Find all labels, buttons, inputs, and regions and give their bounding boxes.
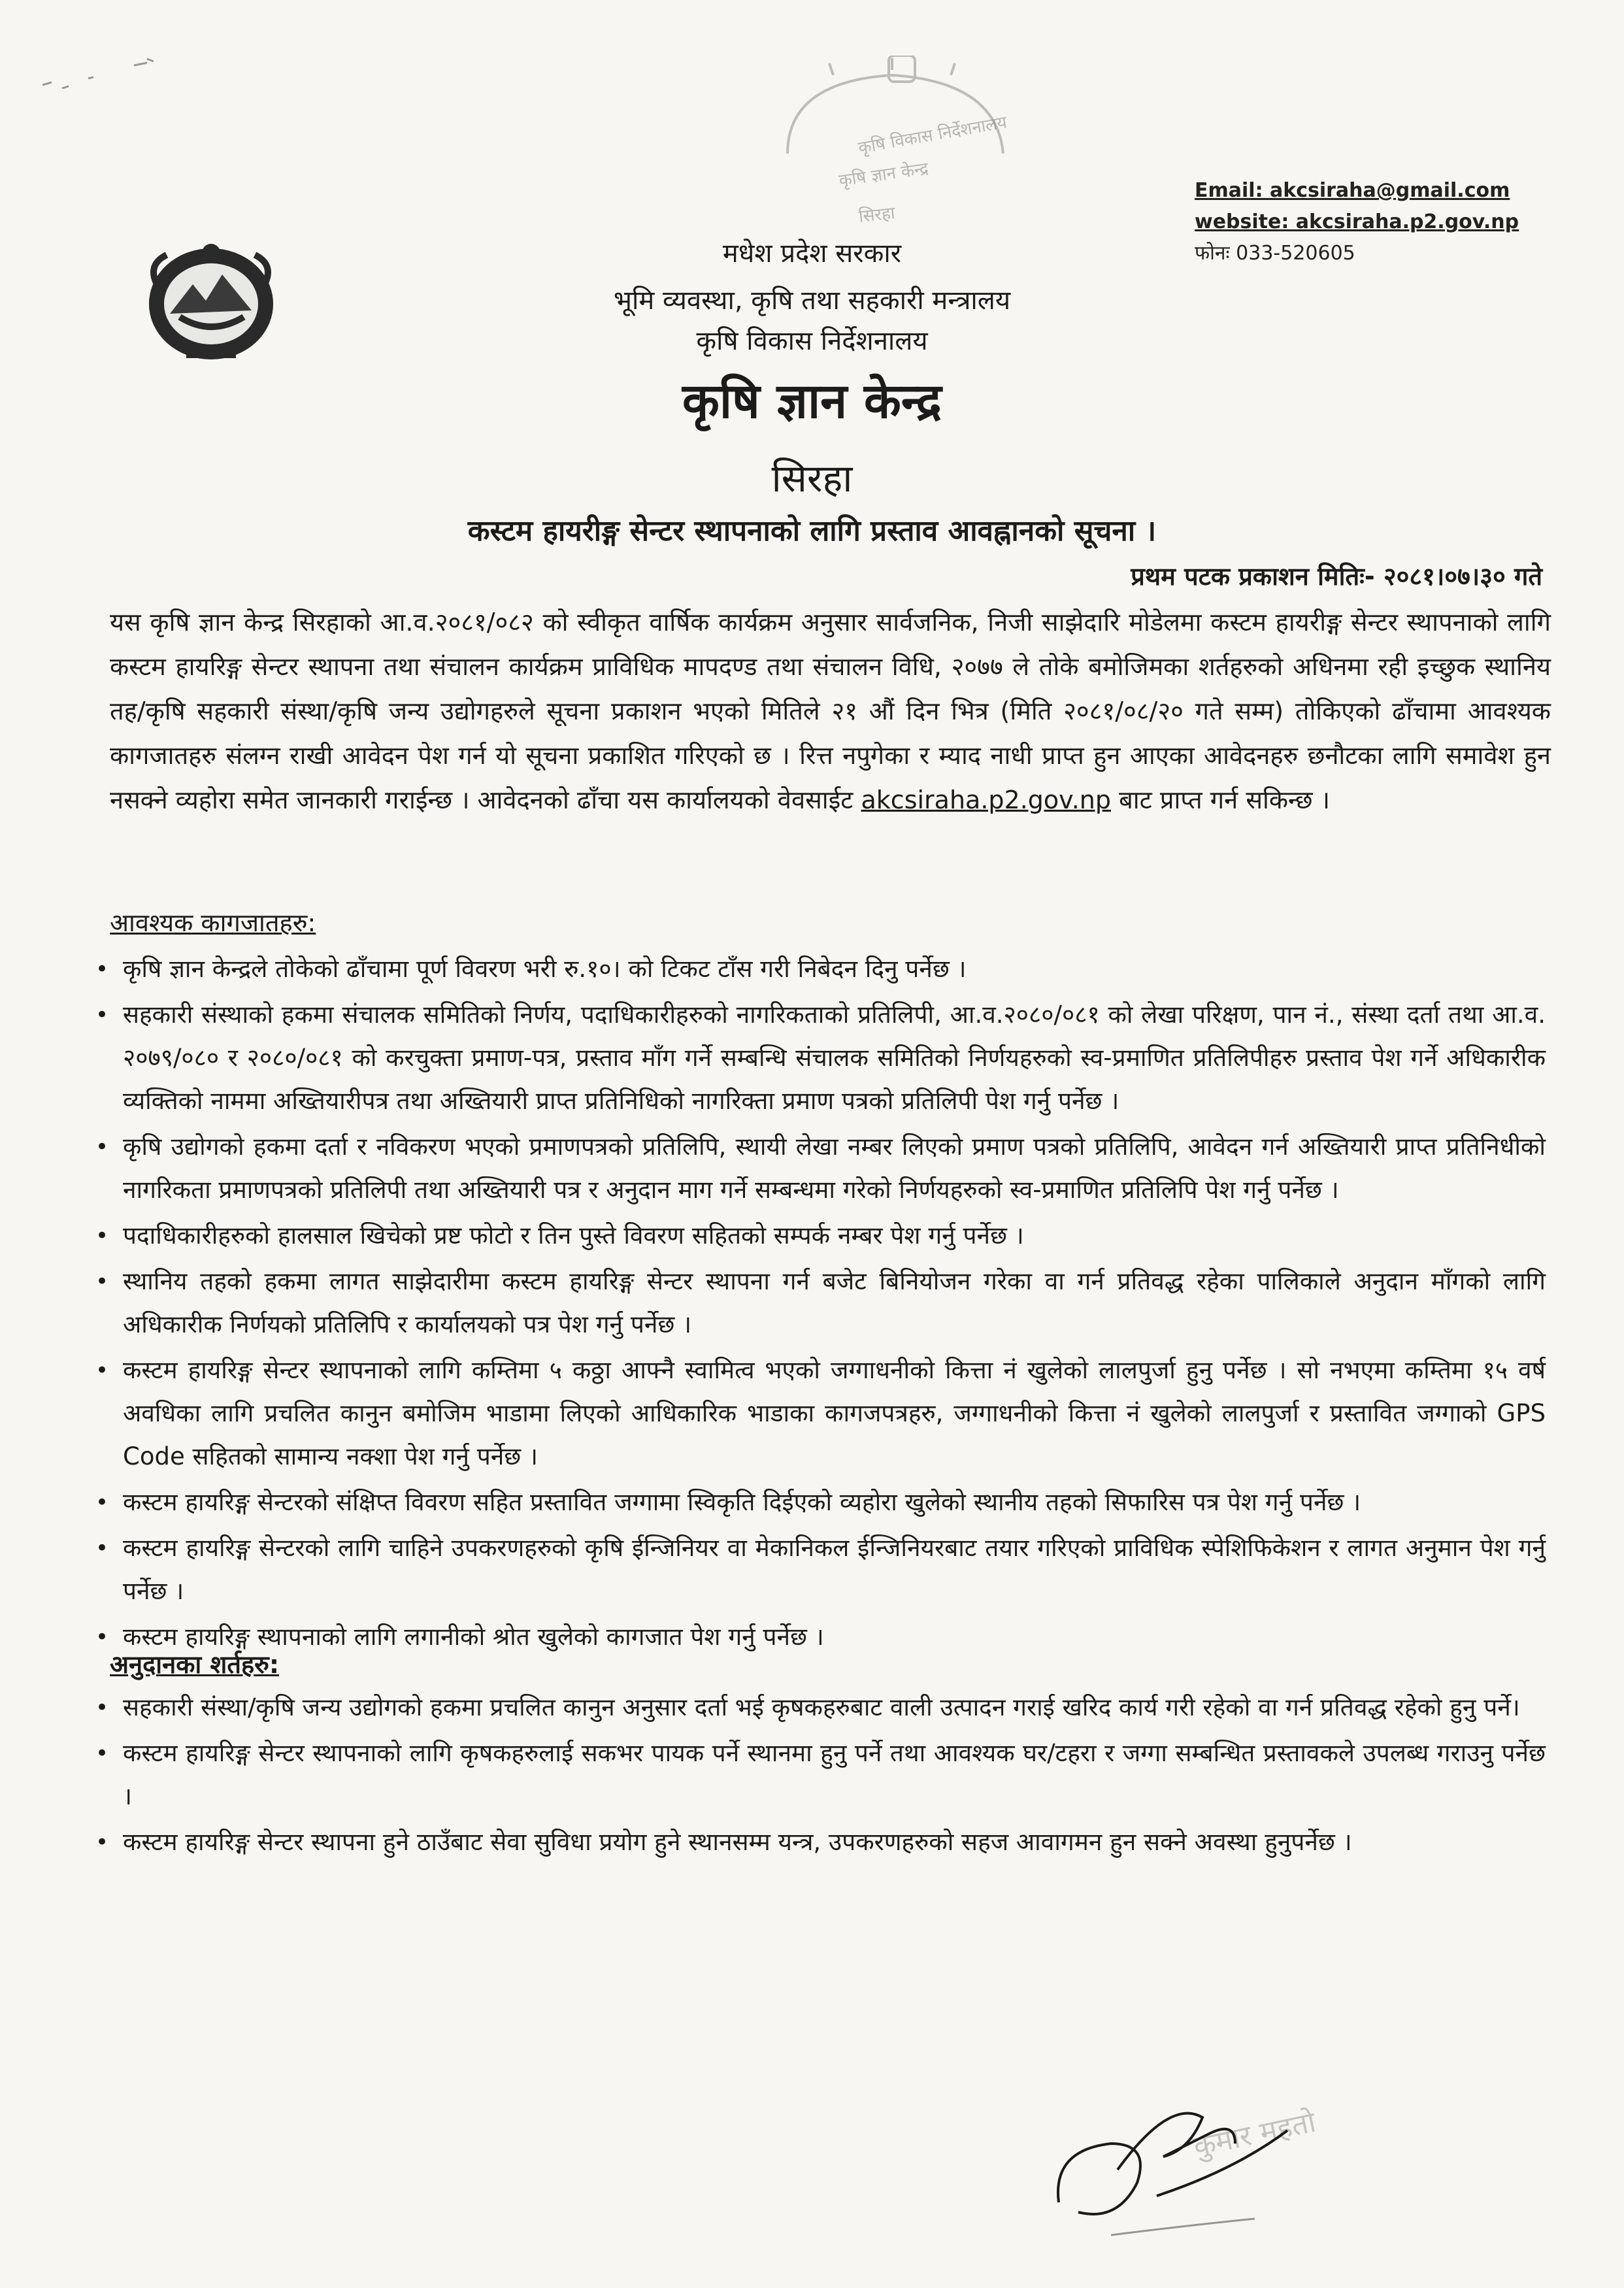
signature	[1039, 2072, 1457, 2268]
website-link[interactable]: akcsiraha.p2.gov.np	[861, 786, 1111, 814]
list-item: • कस्टम हायरिङ्ग सेन्टर स्थापनाको लागि कम्तिमा ५ कठ्ठा आफ्नै स्वामित्व भएको जग्गाधनीको कित्ता नं खुलेको लालपुर्जा हुनु पर्नेछ । सो नभएमा कम्तिमा १५ वर्ष अवधिका लागि प्रचलित कानुन बमोजिम भाडामा लिएको आधिकारिक भाडाका कागजपत्रहरु, जग्गाधनीको कित्ता नं खुलेको लालपुर्जा र प्रस्तावित जग्गाको GPS Code सहितको सामान्य नक्शा पेश गर्नु पर्नेछ ।	[91, 1349, 1546, 1478]
bullet-icon: •	[95, 1624, 109, 1650]
list-item: • पदाधिकारीहरुको हालसाल खिचेको प्रष्ट फोटो र तिन पुस्ते विवरण सहितको सम्पर्क नम्बर पेश गर्नु पर्नेछ ।	[91, 1214, 1546, 1257]
office-title: कृषि ज्ञान केन्द्र	[682, 373, 942, 429]
svg-text:कृषि ज्ञान केन्द्र: कृषि ज्ञान केन्द्र	[837, 159, 930, 191]
grant-conditions-list	[91, 1686, 1546, 1866]
notice-title: कस्टम हायरीङ्ग सेन्टर स्थापनाको लागि प्रस्ताव आवह्नानको सूचना ।	[467, 514, 1157, 548]
list-item: • कस्टम हायरिङ्ग सेन्टर स्थापनाको लागि कृषकहरुलाई सकभर पायक पर्ने स्थानमा हुनु पर्ने तथा आवश्यक घर/टहरा र जग्गा सम्बन्धित प्रस्तावकले उपलब्ध गराउनु पर्नेछ ।	[91, 1732, 1546, 1818]
required-docs-heading: आवश्यक कागजातहरु:	[110, 908, 316, 937]
bullet-icon: •	[95, 1535, 109, 1561]
bullet-icon: •	[95, 1695, 109, 1721]
website-text: website: akcsiraha.p2.gov.np	[1195, 210, 1519, 233]
bullet-icon: •	[95, 1134, 109, 1160]
intro-paragraph	[110, 600, 1551, 822]
svg-text:कुमार महतो: कुमार महतो	[1190, 2105, 1319, 2164]
list-item: • स्थानिय तहको हकमा लागत साझेदारीमा कस्टम हायरिङ्ग सेन्टर स्थापना गर्न बजेट बिनियोजन गरेका वा गर्न प्रतिवद्ध रहेका पालिकाले अनुदान माँगको लागि अधिकारीक निर्णयको प्रतिलिपि र कार्यालयको पत्र पेश गर्नु पर्नेछ ।	[91, 1260, 1546, 1346]
intro-tail: बाट प्राप्त गर्न सकिन्छ ।	[1119, 786, 1331, 814]
publish-date: प्रथम पटक प्रकाशन मितिः- २०८१।०७।३० गते	[1131, 562, 1542, 591]
office-place: सिरहा	[771, 456, 853, 501]
list-item: • कस्टम हायरिङ्ग सेन्टरको लागि चाहिने उपकरणहरुको कृषि ईन्जिनियर वा मेकानिकल ईन्जिनियरबाट तयार गरिएको प्राविधिक स्पेशिफिकेशन र लागत अनुमान पेश गर्नु पर्नेछ ।	[91, 1527, 1546, 1613]
scan-marks	[36, 39, 180, 118]
svg-text:सिरहा: सिरहा	[857, 203, 896, 227]
list-item: • सहकारी संस्थाको हकमा संचालक समितिको निर्णय, पदाधिकारीहरुको नागरिकताको प्रतिलिपी, आ.व.२०८०/०८१ को लेखा परिक्षण, पान नं., संस्था दर्ता तथा आ.व. २०७९/०८० र २०८०/०८१ को करचुक्ता प्रमाण-पत्र, प्रस्ताव माँग गर्ने सम्बन्धि संचालक समितिको निर्णयहरुको स्व-प्रमाणित प्रतिलिपीहरु प्रस्ताव पेश गर्ने अधिकारीक व्यक्तिको नाममा अख्तियारीपत्र तथा अख्तियारी प्राप्त प्रतिनिधिको नागरिक्ता प्रमाण पत्रको प्रतिलिपी पेश गर्नु पर्नेछ ।	[91, 993, 1546, 1123]
list-item: • कृषि ज्ञान केन्द्रले तोकेको ढाँचामा पूर्ण विवरण भरी रु.१०। को टिकट टाँस गरी निबेदन दिनु पर्नेछ ।	[91, 948, 1546, 991]
bullet-icon: •	[95, 1489, 109, 1516]
required-docs-list	[91, 948, 1546, 1661]
list-item: • कृषि उद्योगको हकमा दर्ता र नविकरण भएको प्रमाणपत्रको प्रतिलिपि, स्थायी लेखा नम्बर लिएको प्रमाण पत्रको प्रतिलिपि, आवेदन गर्न अख्तियारी प्राप्त प्रतिनिधीको नागरिकता प्रमाणपत्रको प्रतिलिपी तथा अख्तियारी पत्र र अनुदान माग गर्ने सम्बन्धमा गरेको निर्णयहरुको स्व-प्रमाणित प्रतिलिपि पेश गर्नु पर्नेछ ।	[91, 1125, 1546, 1212]
bullet-icon: •	[95, 1829, 109, 1855]
list-item: • कस्टम हायरिङ्ग सेन्टर स्थापना हुने ठाउँबाट सेवा सुविधा प्रयोग हुने स्थानसम्म यन्त्र, उपकरणहरुको सहज आवागमन हुन सक्ने अवस्था हुनुपर्नेछ ।	[91, 1821, 1546, 1864]
svg-text:कृषि विकास निर्देशनालय: कृषि विकास निर्देशनालय	[857, 112, 1008, 158]
list-item: • कस्टम हायरिङ्ग स्थापनाको लागि लगानीको श्रोत खुलेको कागजात पेश गर्नु पर्नेछ ।	[91, 1616, 1546, 1659]
ministry-name: भूमि व्यवस्था, कृषि तथा सहकारी मन्त्रालय	[613, 286, 1011, 316]
bullet-icon: •	[95, 1740, 109, 1766]
bullet-icon: •	[95, 956, 109, 982]
list-item: • सहकारी संस्था/कृषि जन्य उद्योगको हकमा प्रचलित कानुन अनुसार दर्ता भई कृषकहरुबाट वाली उत्पादन गराई खरिद कार्य गरी रहेको वा गर्न प्रतिवद्ध रहेको हुनु पर्ने।	[91, 1686, 1546, 1729]
government-name: मधेश प्रदेश सरकार	[722, 239, 902, 269]
intro-text: यस कृषि ज्ञान केन्द्र सिरहाको आ.व.२०८१/०८२ को स्वीकृत वार्षिक कार्यक्रम अनुसार सार्वजनिक, निजी साझेदारि मोडेलमा कस्टम हायरीङ्ग सेन्टर स्थापनाको लागि कस्टम हायरिङ्ग सेन्टर स्थापना तथा संचालन कार्यक्रम प्राविधिक मापदण्ड तथा संचालन विधि, २०७७ ले तोके बमोजिमका शर्तहरुको अधिनमा रही इच्छुक स्थानिय तह/कृषि सहकारी संस्था/कृषि जन्य उद्योगहरुले सूचना प्रकाशन भएको मितिले २१ औं दिन भित्र (मिति २०८१/०८/२० गते सम्म) तोकिएको ढाँचामा आवश्यक कागजातहरु संलग्न राखी आवेदन पेश गर्न यो सूचना प्रकाशित गरिएको छ । रित्त नपुगेका र म्याद नाधी प्राप्त हुन आएका आवेदनहरु छनौटका लागि समावेश हुन नसक्ने व्यहोरा समेत जानकारी गराईन्छ । आवेदनको ढाँचा यस कार्यालयको वेवसाईट	[110, 608, 1551, 814]
bullet-icon: •	[95, 1357, 109, 1384]
bullet-icon: •	[95, 1268, 109, 1295]
directorate-name: कृषि विकास निर्देशनालय	[696, 326, 928, 356]
list-item: • कस्टम हायरिङ्ग सेन्टरको संक्षिप्त विवरण सहित प्रस्तावित जग्गामा स्विकृति दिईएको व्यहोरा खुलेको स्थानीय तहको सिफारिस पत्र पेश गर्नु पर्नेछ ।	[91, 1481, 1546, 1524]
phone-text: फोनः 033-520605	[1195, 242, 1355, 265]
bullet-icon: •	[95, 1223, 109, 1249]
bullet-icon: •	[95, 1002, 109, 1028]
email-text: Email: akcsiraha@gmail.com	[1195, 179, 1510, 202]
grant-conditions-heading: अनुदानका शर्तहरु:	[110, 1650, 280, 1679]
